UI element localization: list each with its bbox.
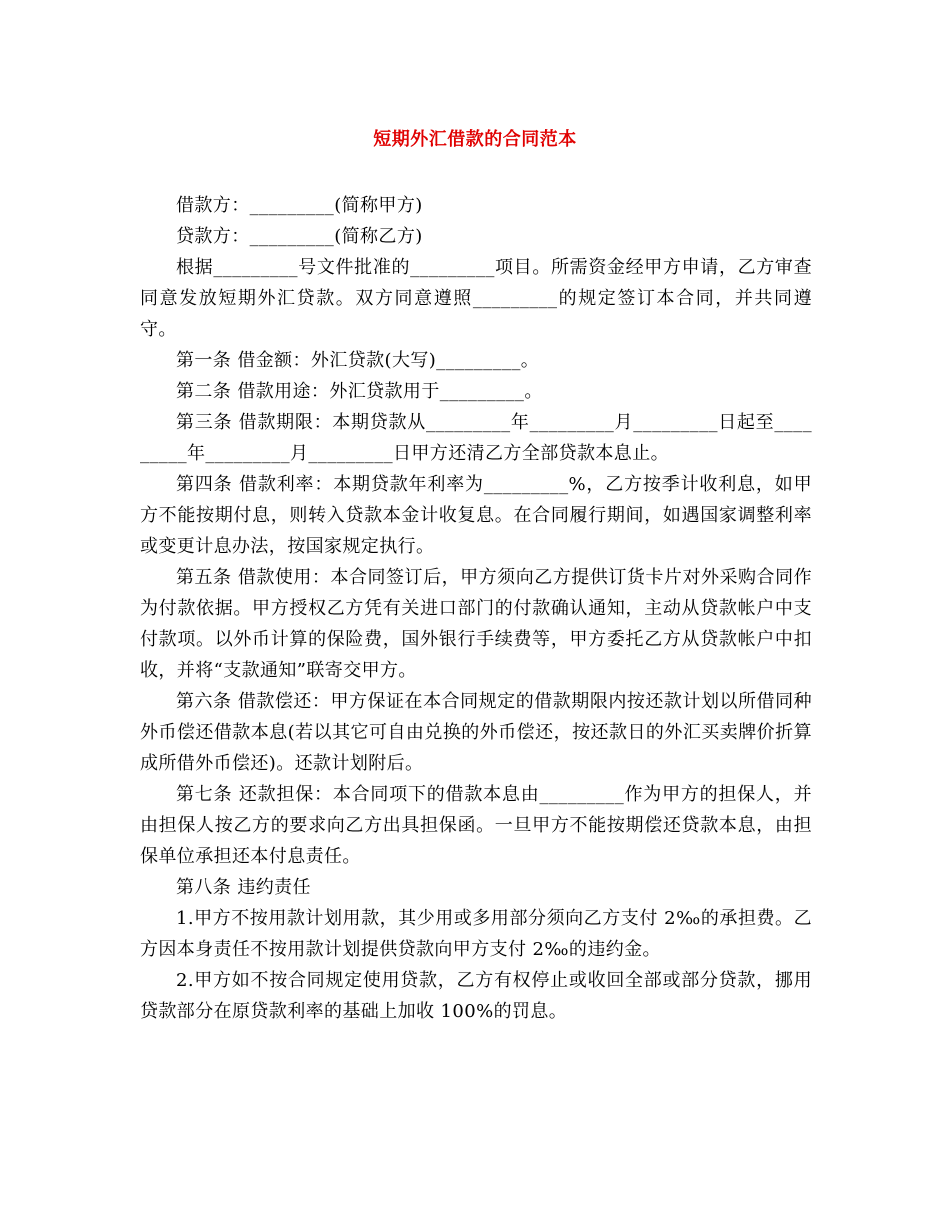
document-title: 短期外汇借款的合同范本 [373,129,577,150]
article-2: 第二条 借款用途：外汇贷款用于_________。 [176,381,543,402]
paragraph-borrower: 借款方：_________(简称甲方) [176,195,423,216]
article-8-heading: 第八条 违约责任 [176,877,311,898]
document-body [140,190,812,1027]
article-4: 第四条 借款利率：本期贷款年利率为_________%，乙方按季计收利息，如甲方不能按期付息，则转入贷款本金计收复息。在合同履行期间，如遇国家调整利率或变更计息办法，按国家规定执行。 [140,474,812,557]
article-1: 第一条 借金额：外汇贷款(大写)_________。 [176,350,540,371]
article-3: 第三条 借款期限：本期贷款从_________年_________月_________日起至_________年_________月_________日甲方还清乙方全部贷款本息止。 [140,412,812,464]
article-8-clause-2: 2.甲方如不按合同规定使用贷款，乙方有权停止或收回全部或部分贷款，挪用贷款部分在原贷款利率的基础上加收 100%的罚息。 [140,970,812,1022]
paragraph-lender: 贷款方：_________(简称乙方) [176,226,423,247]
article-6: 第六条 借款偿还：甲方保证在本合同规定的借款期限内按还款计划以所借同种外币偿还借款本息(若以其它可自由兑换的外币偿还，按还款日的外汇买卖牌价折算成所借外币偿还)。还款计划附后。 [140,691,812,774]
article-5: 第五条 借款使用：本合同签订后，甲方须向乙方提供订货卡片对外采购合同作为付款依据。甲方授权乙方凭有关进口部门的付款确认通知，主动从贷款帐户中支付款项。以外币计算的保险费，国外银行手续费等，甲方委托乙方从贷款帐户中扣收，并将“支款通知”联寄交甲方。 [140,567,812,681]
article-8-clause-1: 1.甲方不按用款计划用款，其少用或多用部分须向乙方支付 2‰的承担费。乙方因本身责任不按用款计划提供贷款向甲方支付 2‰的违约金。 [140,908,812,960]
article-7: 第七条 还款担保：本合同项下的借款本息由_________作为甲方的担保人，并由担保人按乙方的要求向乙方出具担保函。一旦甲方不能按期偿还贷款本息，由担保单位承担还本付息责任。 [140,784,812,867]
paragraph-preamble: 根据_________号文件批准的_________项目。所需资金经甲方申请，乙方审查同意发放短期外汇贷款。双方同意遵照_________的规定签订本合同，并共同遵守。 [140,257,812,340]
